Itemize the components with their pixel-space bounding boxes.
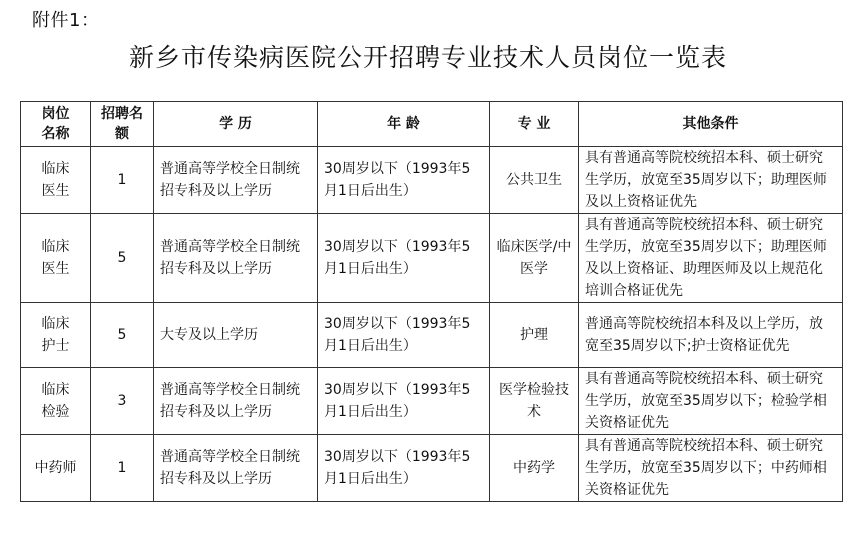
position-line2: 检验 xyxy=(41,404,70,420)
age-text: 30周岁以下（1993年5月1日后出生） xyxy=(324,449,471,487)
other-text: 普通高等院校统招本科及以上学历，放宽至35周岁以下;护士资格证优先 xyxy=(585,316,823,354)
header-major: 专 业 xyxy=(490,102,579,147)
age-cell xyxy=(318,303,490,368)
header-position xyxy=(21,102,91,147)
major-cell xyxy=(490,303,579,368)
header-education: 学 历 xyxy=(154,102,318,147)
age-text: 30周岁以下（1993年5月1日后出生） xyxy=(324,161,471,199)
other-cell xyxy=(579,303,843,368)
position-cell xyxy=(21,214,91,303)
other-cell xyxy=(579,147,843,214)
major-text: 临床医学/中医学 xyxy=(496,239,572,277)
education-text: 普通高等学校全日制统招专科及以上学历 xyxy=(160,239,300,277)
age-cell xyxy=(318,214,490,303)
position-cell xyxy=(21,303,91,368)
age-cell xyxy=(318,435,490,502)
education-cell xyxy=(154,435,318,502)
other-text: 具有普通高等院校统招本科、硕士研究生学历，放宽至35周岁以下；检验学相关资格证优先 xyxy=(585,371,827,431)
major-cell xyxy=(490,435,579,502)
quota-cell: 3 xyxy=(91,368,154,435)
education-cell xyxy=(154,214,318,303)
header-position-line1: 岗位 xyxy=(41,106,70,122)
other-text: 具有普通高等院校统招本科、硕士研究生学历，放宽至35周岁以下；中药师相关资格证优先 xyxy=(585,438,827,498)
table-row xyxy=(21,147,843,214)
quota-cell: 1 xyxy=(91,147,154,214)
table-header-row xyxy=(21,102,843,147)
education-text: 普通高等学校全日制统招专科及以上学历 xyxy=(160,161,300,199)
position-line1: 临床 xyxy=(41,316,70,332)
position-line2: 医生 xyxy=(41,183,70,199)
other-text: 具有普通高等院校统招本科、硕士研究生学历，放宽至35周岁以下；助理医师及以上资格证优先 xyxy=(585,150,827,210)
header-quota xyxy=(91,102,154,147)
education-text: 大专及以上学历 xyxy=(160,327,258,343)
position-cell xyxy=(21,435,91,502)
header-position-line2: 名称 xyxy=(41,126,70,142)
position-line1: 中药师 xyxy=(34,460,77,476)
header-quota-line1: 招聘名 xyxy=(101,106,143,122)
age-text: 30周岁以下（1993年5月1日后出生） xyxy=(324,316,471,354)
position-cell xyxy=(21,368,91,435)
education-text: 普通高等学校全日制统招专科及以上学历 xyxy=(160,449,300,487)
major-cell xyxy=(490,214,579,303)
age-cell xyxy=(318,368,490,435)
position-line2: 护士 xyxy=(41,338,70,354)
major-cell xyxy=(490,147,579,214)
age-cell xyxy=(318,147,490,214)
positions-table xyxy=(20,101,843,502)
table-row xyxy=(21,303,843,368)
table-row xyxy=(21,368,843,435)
position-cell xyxy=(21,147,91,214)
education-text: 普通高等学校全日制统招专科及以上学历 xyxy=(160,382,300,420)
header-quota-line2: 额 xyxy=(115,126,129,142)
table-row xyxy=(21,435,843,502)
quota-cell: 1 xyxy=(91,435,154,502)
position-line1: 临床 xyxy=(41,382,70,398)
position-line2: 医生 xyxy=(41,261,70,277)
major-text: 公共卫生 xyxy=(506,172,562,188)
other-cell xyxy=(579,368,843,435)
quota-cell: 5 xyxy=(91,303,154,368)
table-row xyxy=(21,214,843,303)
major-text: 中药学 xyxy=(513,460,555,476)
page-title: 新乡市传染病医院公开招聘专业技术人员岗位一览表 xyxy=(128,43,727,72)
quota-cell: 5 xyxy=(91,214,154,303)
position-line1: 临床 xyxy=(41,161,70,177)
age-text: 30周岁以下（1993年5月1日后出生） xyxy=(324,239,471,277)
education-cell xyxy=(154,147,318,214)
major-text: 护理 xyxy=(520,327,548,343)
position-line1: 临床 xyxy=(41,239,70,255)
other-text: 具有普通高等院校统招本科、硕士研究生学历，放宽至35周岁以下；助理医师及以上资格证、助理医师及以上规范化培训合格证优先 xyxy=(585,217,827,299)
major-cell xyxy=(490,368,579,435)
header-other: 其他条件 xyxy=(579,102,843,147)
education-cell xyxy=(154,368,318,435)
major-text: 医学检验技术 xyxy=(499,382,569,420)
age-text: 30周岁以下（1993年5月1日后出生） xyxy=(324,382,471,420)
other-cell xyxy=(579,214,843,303)
attachment-label: 附件1： xyxy=(32,10,100,31)
education-cell xyxy=(154,303,318,368)
header-age: 年 龄 xyxy=(318,102,490,147)
other-cell xyxy=(579,435,843,502)
